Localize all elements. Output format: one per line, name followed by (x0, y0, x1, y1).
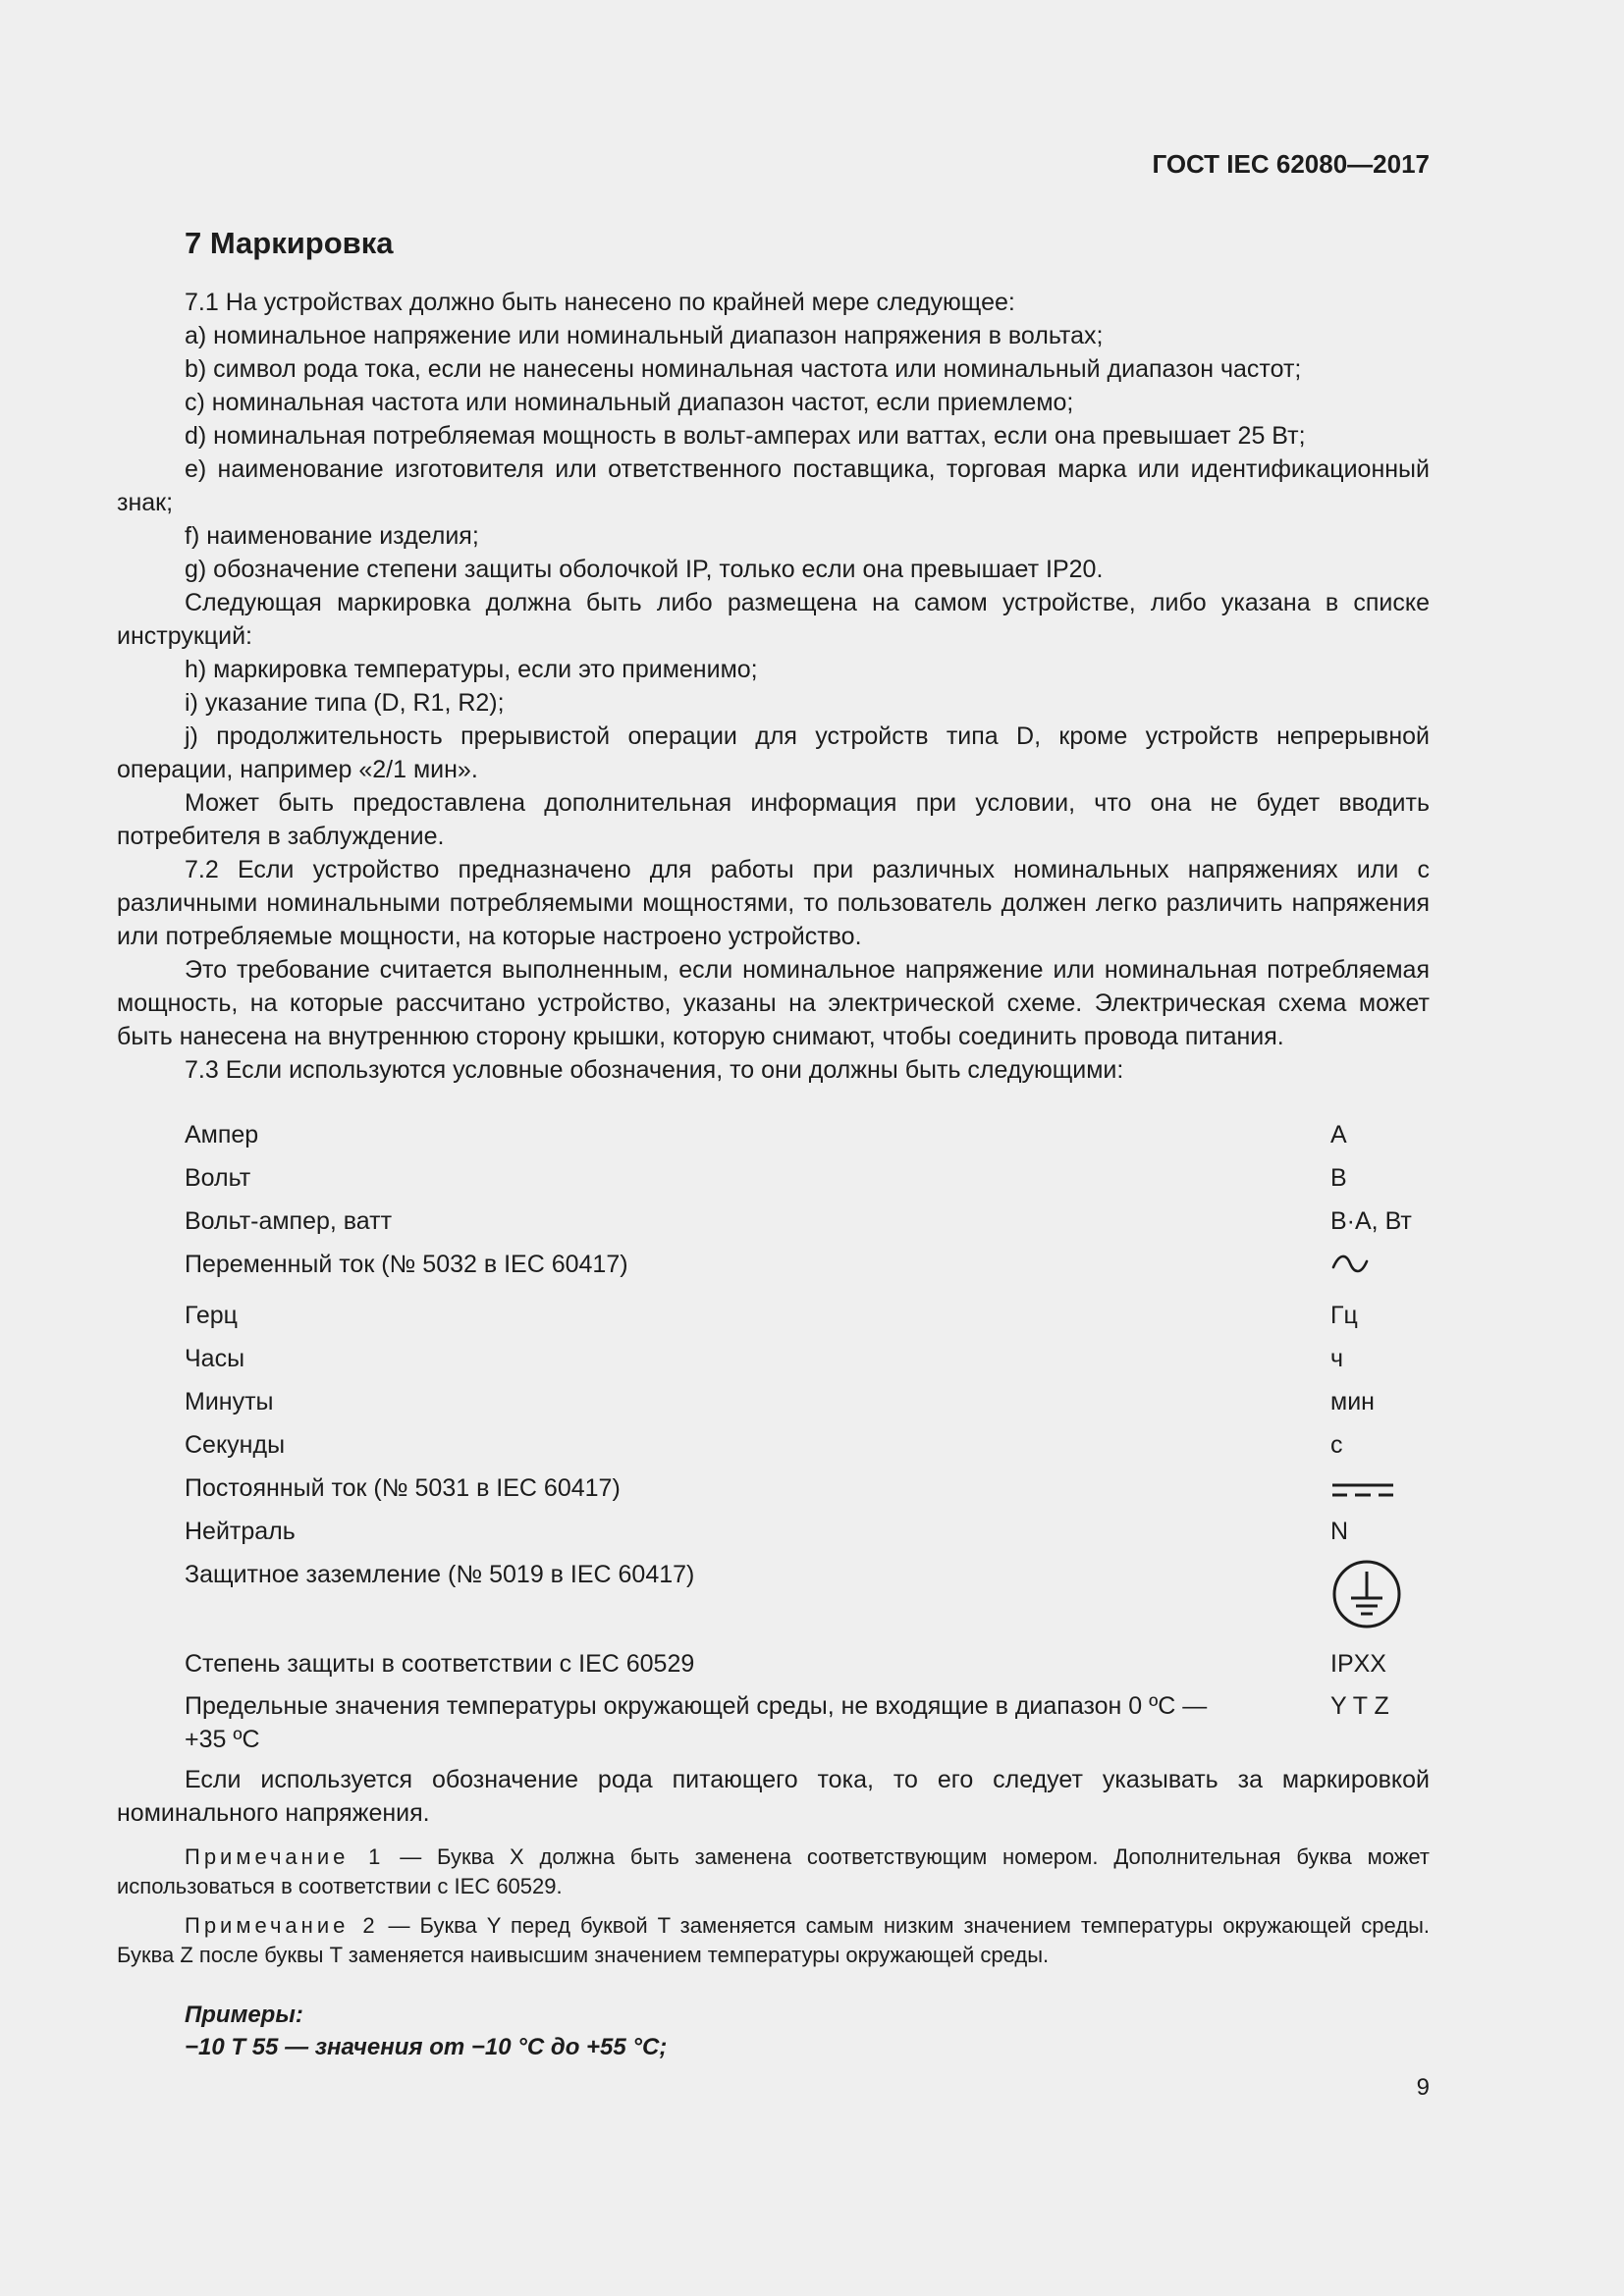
note-2 (117, 1911, 1430, 1970)
direct-current-icon (1330, 1471, 1395, 1505)
symbol-row (185, 1204, 1430, 1248)
symbol-name: Постоянный ток (№ 5031 в IEC 60417) (185, 1474, 621, 1502)
after-table-paragraph: Если используется обозначение рода питающего тока, то его следует указывать за маркировкой номинального напряжения. (117, 1766, 1430, 1827)
symbol-value: A (1330, 1121, 1347, 1148)
paragraph-7-2: 7.2 Если устройство предназначено для работы при различных номинальных напряжениях или с различными номинальными потребляемыми мощностями, то пользователь должен легко различить напряжения или потребляемые мощности, на которые настроено устройство. (117, 856, 1430, 950)
symbol-value: N (1330, 1518, 1349, 1545)
list-item-d: d) номинальная потребляемая мощность в вольт-амперах или ваттах, если она превышает 25 Вт; (185, 422, 1306, 450)
note-label: Примечание 2 (185, 1913, 379, 1938)
list-item-f: f) наименование изделия; (185, 522, 479, 550)
note-label: Примечание 1 (185, 1844, 385, 1869)
requirement-paragraph: Это требование считается выполненным, если номинальное напряжение или номинальная потребляемая мощность, на которые рассчитано устройство, указаны на электрической схеме. Электрическая схема может быть нанесена на внутреннюю сторону крышки, которую снимают, чтобы соединить провода питания. (117, 956, 1430, 1050)
symbol-row (185, 1299, 1430, 1342)
symbol-name: Ампер (185, 1121, 259, 1148)
symbol-name: Степень защиты в соответствии с IEC 60529 (185, 1650, 695, 1678)
example-line: −10 T 55 — значения от −10 °C до +55 °C; (185, 2034, 668, 2060)
symbol-row (185, 1689, 1430, 1756)
symbol-name: Секунды (185, 1431, 286, 1459)
alternating-current-icon (1330, 1248, 1370, 1281)
symbol-row (185, 1471, 1430, 1515)
symbol-name: Часы (185, 1345, 245, 1372)
document-code: ГОСТ IEC 62080—2017 (1152, 149, 1430, 179)
note-1 (117, 1842, 1430, 1901)
list-item-b: b) символ рода тока, если не нанесены номинальная частота или номинальный диапазон частот; (185, 355, 1302, 383)
symbol-row (185, 1647, 1430, 1689)
symbol-name: Минуты (185, 1388, 274, 1415)
note-text: — Буква Y перед буквой T заменяется самым низким значением температуры окружающей среды. Буква Z после буквы T заменяется наивысшим значением температуры окружающей среды. (117, 1913, 1430, 1967)
list-item-g: g) обозначение степени защиты оболочкой IP, только если она превышает IP20. (185, 556, 1104, 583)
symbol-row (185, 1515, 1430, 1558)
symbol-name: Защитное заземление (№ 5019 в IEC 60417) (185, 1561, 695, 1588)
symbol-value: В·А, Вт (1330, 1207, 1412, 1235)
symbol-value (1330, 1471, 1430, 1505)
following-marking-paragraph: Следующая маркировка должна быть либо размещена на самом устройстве, либо указана в списке инструкций: (117, 589, 1430, 650)
symbol-row (185, 1385, 1430, 1428)
notes-block (117, 1842, 1430, 1970)
paragraph-7-3: 7.3 Если используются условные обозначения, то они должны быть следующими: (185, 1056, 1124, 1084)
symbol-row (185, 1428, 1430, 1471)
symbol-name: Вольт-ампер, ватт (185, 1207, 393, 1235)
list-item-h: h) маркировка температуры, если это применимо; (185, 656, 758, 683)
list-item-c: c) номинальная частота или номинальный диапазон частот, если приемлемо; (185, 389, 1074, 416)
note-text: — Буква X должна быть заменена соответствующим номером. Дополнительная буква может использоваться в соответствии с IEC 60529. (117, 1844, 1431, 1898)
protective-earth-icon (1330, 1558, 1403, 1630)
symbol-row (185, 1558, 1430, 1647)
list-item-i: i) указание типа (D, R1, R2); (185, 689, 505, 717)
list-item-e: e) наименование изготовителя или ответственного поставщика, торговая марка или идентификационный знак; (117, 455, 1430, 516)
paragraph-7-1: 7.1 На устройствах должно быть нанесено по крайней мере следующее: (185, 289, 1015, 316)
symbol-value: Y T Z (1330, 1692, 1389, 1720)
symbol-value: Гц (1330, 1302, 1358, 1329)
symbol-row (185, 1248, 1430, 1299)
symbol-name: Нейтраль (185, 1518, 296, 1545)
examples-heading: Примеры: (185, 2002, 303, 2028)
symbol-row (185, 1118, 1430, 1161)
symbol-value (1330, 1248, 1430, 1281)
symbol-name: Предельные значения температуры окружающей среды, не входящие в диапазон 0 ºC — +35 ºC (185, 1692, 1208, 1753)
symbol-value: В (1330, 1164, 1347, 1192)
section-title: 7 Маркировка (185, 226, 394, 260)
symbol-row (185, 1342, 1430, 1385)
list-item-a: a) номинальное напряжение или номинальный диапазон напряжения в вольтах; (185, 322, 1104, 349)
symbol-name: Герц (185, 1302, 238, 1329)
symbol-row (185, 1161, 1430, 1204)
symbol-value: IPXX (1330, 1650, 1386, 1678)
section-body (117, 286, 1430, 1087)
symbol-value (1330, 1558, 1430, 1630)
symbol-name: Переменный ток (№ 5032 в IEC 60417) (185, 1251, 628, 1278)
symbol-value: мин (1330, 1388, 1375, 1415)
after-table-block (117, 1763, 1430, 1830)
list-item-j: j) продолжительность прерывистой операции для устройств типа D, кроме устройств непрерывной операции, например «2/1 мин». (117, 722, 1430, 783)
symbol-value: ч (1330, 1345, 1344, 1372)
examples-block (185, 1999, 667, 2063)
symbols-table (185, 1118, 1430, 1756)
symbol-name: Вольт (185, 1164, 251, 1192)
symbol-value: с (1330, 1431, 1343, 1459)
additional-info-paragraph: Может быть предоставлена дополнительная информация при условии, что она не будет вводить потребителя в заблуждение. (117, 789, 1430, 850)
page-number: 9 (1416, 2074, 1430, 2101)
